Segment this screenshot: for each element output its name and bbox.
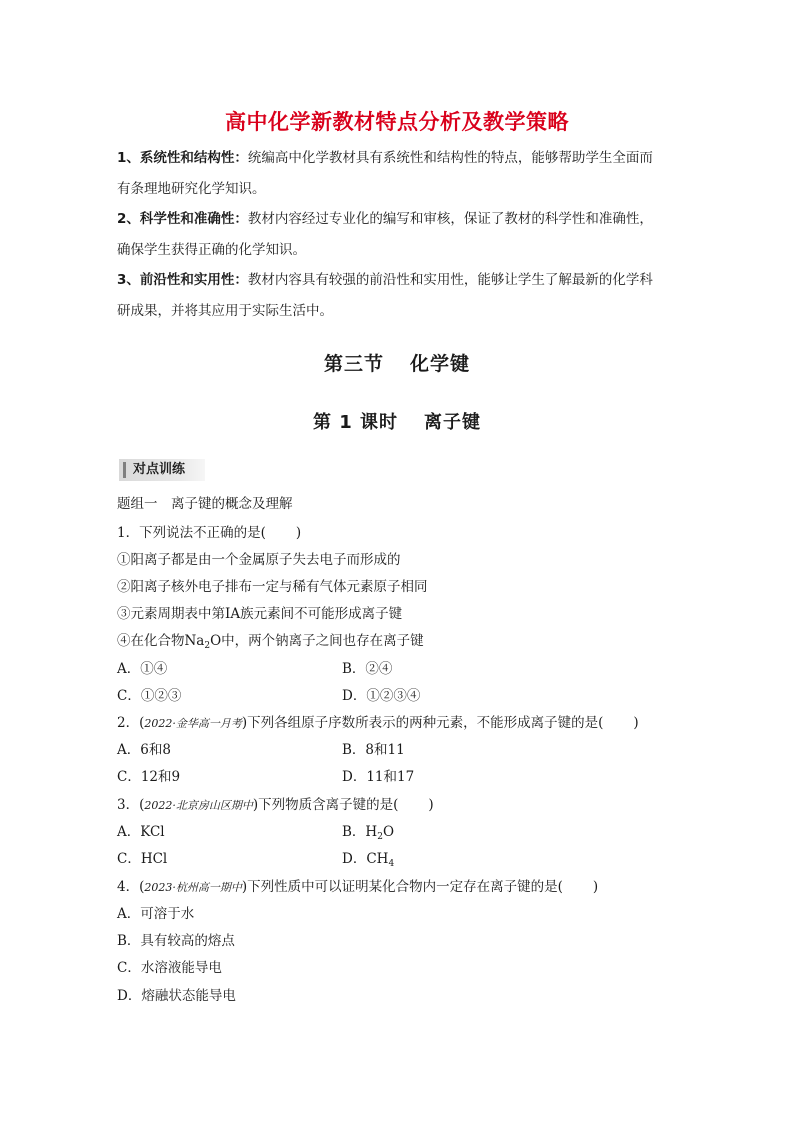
q1-option-c: C．①②③ <box>117 688 182 704</box>
q3-d-sub: 4 <box>388 859 395 869</box>
q4-option-d: D．熔融状态能导电 <box>117 988 236 1004</box>
q1-stem <box>117 524 697 542</box>
q4-stem <box>117 878 697 897</box>
q4-option-a: A．可溶于水 <box>117 906 195 922</box>
q1-s4-sub: 2 <box>204 641 211 651</box>
q3-options-row-1 <box>117 823 697 841</box>
q1-statement-3: ③元素周期表中第ⅠA族元素间不可能形成离子键 <box>117 606 403 622</box>
section-heading <box>0 349 794 376</box>
q4-option-b: B．具有较高的熔点 <box>117 933 235 949</box>
q3-stem-text: )下列物质含离子键的是( <box>252 797 399 813</box>
intro-point-3-cont: 研成果，并将其应用于实际生活中。 <box>117 302 333 319</box>
intro-point-1-cont: 有条理地研究化学知识。 <box>117 180 266 197</box>
intro-point-text: 教材内容具有较强的前沿性和实用性，能够让学生了解最新的化学科 <box>247 272 653 288</box>
q3-source: 2022·北京房山区期中 <box>144 799 253 812</box>
q1-stem-text: 1．下列说法不正确的是( <box>117 525 266 541</box>
intro-point-3 <box>117 265 682 296</box>
q4-number: 4．( <box>117 879 145 895</box>
intro-point-2 <box>117 204 682 235</box>
q1-options-row-2 <box>117 687 697 705</box>
q1-option-a: A．①④ <box>117 661 168 677</box>
intro-point-2-cont: 确保学生获得正确的化学知识。 <box>117 241 306 258</box>
q3-paren-close: ) <box>428 797 434 813</box>
lesson-topic: 离子键 <box>424 412 482 433</box>
intro-point-1 <box>117 143 682 174</box>
q2-stem <box>117 714 697 733</box>
q3-number: 3．( <box>117 797 145 813</box>
intro-point-text: 教材内容经过专业化的编写和审核，保证了教材的科学性和准确性， <box>247 211 653 227</box>
q2-option-b: B．8和11 <box>342 742 405 758</box>
q1-option-b: B．②④ <box>342 661 393 677</box>
q2-paren-close: ) <box>633 715 639 731</box>
q3-b-post: O <box>382 824 395 840</box>
q4-stem-text: )下列性质中可以证明某化合物内一定存在离子键的是( <box>241 879 563 895</box>
intro-points <box>117 143 682 326</box>
tag-label: 对点训练 <box>133 462 186 477</box>
q4-source: 2023·杭州高一期中 <box>144 881 242 894</box>
q2-option-c: C．12和9 <box>117 769 181 785</box>
q3-options-row-2 <box>117 850 697 868</box>
q2-options-row-2 <box>117 768 697 786</box>
section-topic: 化学键 <box>410 353 471 375</box>
lesson-heading <box>0 408 794 434</box>
lesson-name: 第 1 课时 <box>312 412 399 433</box>
intro-point-text: 统编高中化学教材具有系统性和结构性的特点，能够帮助学生全面而 <box>247 150 653 166</box>
q1-statement-1: ①阳离子都是由一个金属原子失去电子而形成的 <box>117 552 401 568</box>
q1-statement-2: ②阳离子核外电子排布一定与稀有气体元素原子相同 <box>117 579 428 595</box>
q3-d-pre: D．CH <box>342 851 389 867</box>
q3-option-a: A．KCl <box>117 824 165 840</box>
q1-paren-close: ) <box>295 525 302 541</box>
q1-options-row-1 <box>117 660 697 678</box>
section-name: 第三节 <box>323 353 384 375</box>
q3-option-b <box>342 823 394 846</box>
q3-b-sub: 2 <box>377 832 383 842</box>
intro-point-label: 3、前沿性和实用性： <box>117 272 248 288</box>
q4-paren-close: ) <box>592 879 599 895</box>
q3-b-pre: B．H <box>342 824 378 840</box>
q3-option-c: C．HCl <box>117 851 168 867</box>
practice-tag <box>119 459 205 481</box>
q1-option-d: D．①②③④ <box>342 688 421 704</box>
tag-bar <box>123 462 126 478</box>
q2-stem-text: )下列各组原子序数所表示的两种元素，不能形成离子键的是( <box>241 715 604 731</box>
q2-options-row-1 <box>117 741 697 759</box>
page-title: 高中化学新教材特点分析及教学策略 <box>225 110 569 134</box>
q1-statement-4 <box>117 632 697 655</box>
q1-s4-pre: ④在化合物Na <box>117 633 205 649</box>
q1-s4-post: O中，两个钠离子之间也存在离子键 <box>210 633 424 649</box>
intro-point-label: 2、科学性和准确性： <box>117 211 248 227</box>
q4-option-c: C．水溶液能导电 <box>117 960 222 976</box>
group-heading: 题组一 离子键的概念及理解 <box>117 496 293 512</box>
q2-source: 2022·金华高一月考 <box>144 717 242 730</box>
q3-option-d <box>342 850 394 873</box>
intro-point-label: 1、系统性和结构性： <box>117 150 248 166</box>
q2-number: 2．( <box>117 715 145 731</box>
q3-stem <box>117 796 697 815</box>
q2-option-a: A．6和8 <box>117 742 171 758</box>
q2-option-d: D．11和17 <box>342 769 415 785</box>
